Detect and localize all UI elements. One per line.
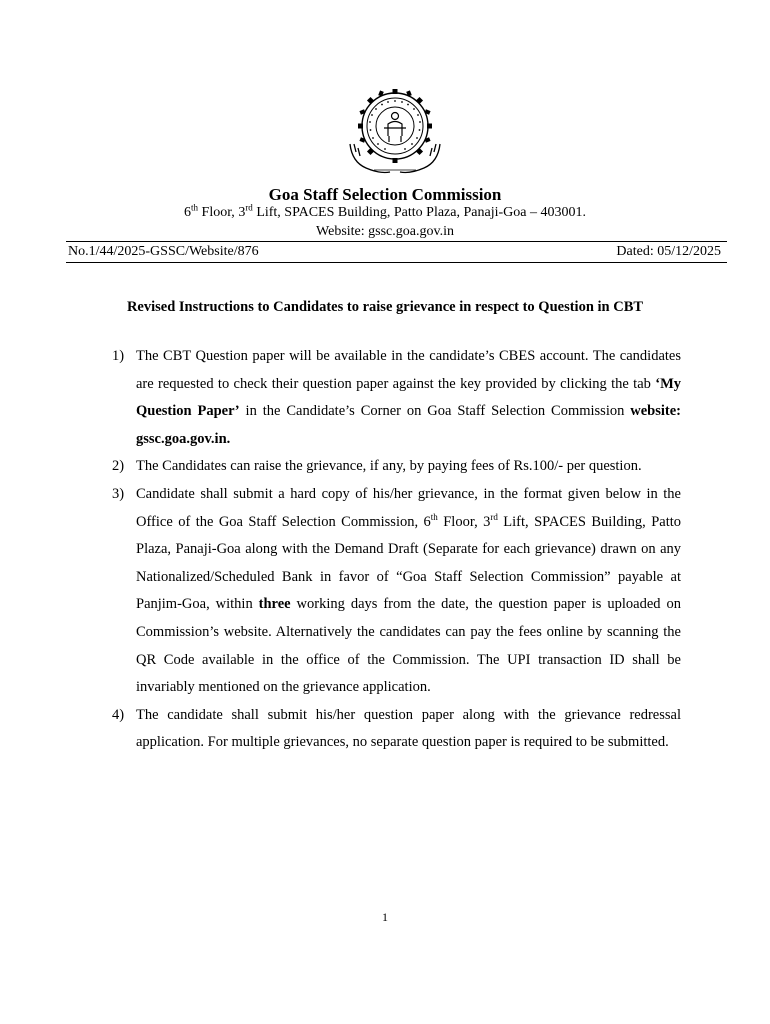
item-bold-text: ‘My Question Paper’ — [136, 375, 681, 420]
item-text: The CBT Question paper will be available in the candidate’s CBES account. The candidates are requested to check their question paper against the key provided by clicking the tab — [136, 348, 681, 392]
item-text: The Candidates can raise the grievance, if any, by paying fees of Rs.100/- per question. — [136, 458, 642, 475]
reference-number: No.1/44/2025-GSSC/Website/876 — [68, 244, 259, 259]
item-text: working days from the date, the question paper is uploaded on Commission’s website. Alternatively the candidates can pay the fees online by scanning the QR Code available in the office of the Commission. The UPI transaction ID shall be invariably mentioned on the grievance application. — [136, 596, 681, 696]
item-bold-text: website: gssc.goa.gov.in. — [136, 403, 681, 447]
item-text: Lift, SPACES Building, Patto Plaza, Panaji-Goa along with the Demand Draft (Separate for each grievance) drawn on any Nationalized/Scheduled Bank in favor of “Goa Staff Selection Commission” payable at Panjim-Goa, within — [136, 513, 682, 613]
organization-title: Goa Staff Selection Commission — [268, 185, 502, 204]
instruction-item-2 — [112, 453, 681, 481]
item-number: 2) — [112, 458, 125, 475]
address-lift-suffix: rd — [245, 202, 253, 213]
header-divider-bottom — [66, 262, 727, 263]
address-rest: Lift, SPACES Building, Patto Plaza, Panaji-Goa – 403001. — [252, 205, 586, 220]
instructions-list — [112, 343, 681, 757]
item-floor-suffix: th — [430, 511, 438, 522]
document-heading: Revised Instructions to Candidates to raise grievance in respect to Question in CBT — [126, 299, 644, 315]
address-floor-word: Floor, — [198, 205, 239, 220]
organization-website: Website: gssc.goa.gov.in — [316, 224, 454, 239]
item-text: Candidate shall submit a hard copy of his/her grievance, in the format given below in the Office of the Goa Staff Selection Commission, — [136, 485, 681, 530]
item-bold-text: three — [258, 596, 291, 613]
instruction-item-1 — [112, 343, 681, 453]
address-floor-number: 6 — [184, 205, 192, 220]
gssc-emblem-logo — [344, 88, 446, 178]
item-lift-suffix: rd — [490, 511, 498, 522]
item-text: in the Candidate’s Corner on Goa Staff Selection Commission — [239, 403, 631, 420]
header-divider-top — [66, 241, 727, 242]
address-floor-suffix: th — [191, 202, 199, 213]
instruction-item-3 — [112, 481, 681, 702]
item-number: 3) — [112, 485, 125, 502]
item-number: 4) — [112, 706, 125, 723]
item-floor-number: 6 — [423, 513, 431, 530]
address-lift-number: 3 — [238, 205, 246, 220]
item-text: The candidate shall submit his/her question paper along with the grievance redressal application. For multiple grievances, no separate question paper is required to be submitted. — [136, 706, 681, 751]
reference-date: Dated: 05/12/2025 — [616, 244, 721, 259]
page-number: 1 — [382, 910, 388, 924]
organization-address — [0, 202, 770, 221]
instruction-item-4 — [112, 702, 681, 757]
item-lift-number: 3 — [483, 513, 491, 530]
item-text: Floor, — [437, 513, 484, 530]
item-number: 1) — [112, 348, 125, 364]
